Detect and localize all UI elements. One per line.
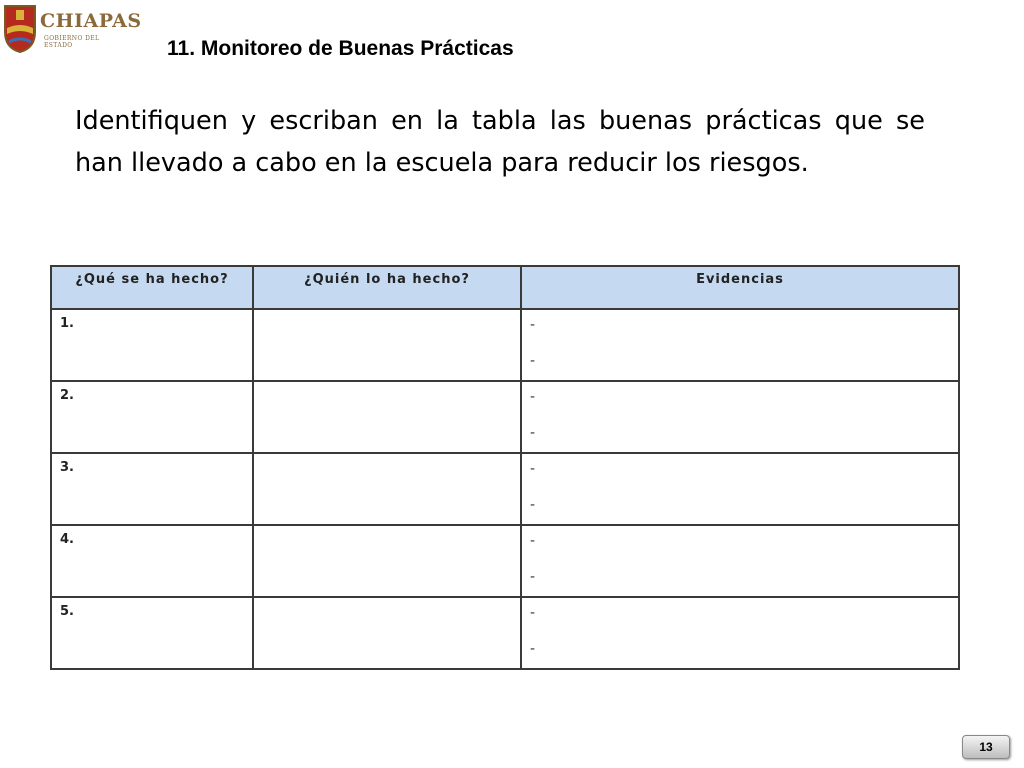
table-header-row — [51, 266, 959, 309]
evidence-bullet: - — [530, 605, 536, 621]
row-number: 1. — [60, 316, 74, 331]
evidence-cell[interactable] — [521, 309, 959, 381]
who-did-cell[interactable] — [253, 309, 521, 381]
table-row — [51, 597, 959, 669]
coat-of-arms-icon — [3, 2, 37, 54]
good-practices-table — [50, 265, 960, 670]
evidence-bullet: - — [530, 569, 536, 585]
page-number-badge: 13 — [962, 735, 1010, 759]
header-what-done: ¿Qué se ha hecho? — [51, 266, 253, 309]
row-number: 4. — [60, 532, 74, 547]
table-row — [51, 453, 959, 525]
evidence-bullet: - — [530, 533, 536, 549]
evidence-cell[interactable] — [521, 525, 959, 597]
who-did-cell[interactable] — [253, 597, 521, 669]
evidence-bullet: - — [530, 641, 536, 657]
header-evidence: Evidencias — [521, 266, 959, 309]
what-done-cell[interactable] — [51, 525, 253, 597]
logo-brand-text: CHIAPAS — [40, 10, 142, 32]
table-row — [51, 525, 959, 597]
evidence-cell[interactable] — [521, 381, 959, 453]
evidence-bullet: - — [530, 425, 536, 441]
evidence-cell[interactable] — [521, 597, 959, 669]
what-done-cell[interactable] — [51, 453, 253, 525]
row-number: 5. — [60, 604, 74, 619]
chiapas-logo — [0, 0, 142, 56]
who-did-cell[interactable] — [253, 381, 521, 453]
slide-title: 11. Monitoreo de Buenas Prácticas — [167, 37, 514, 60]
header-who-did: ¿Quién lo ha hecho? — [253, 266, 521, 309]
row-number: 2. — [60, 388, 74, 403]
table-row — [51, 381, 959, 453]
evidence-bullet: - — [530, 317, 536, 333]
evidence-bullet: - — [530, 461, 536, 477]
logo-subtitle: GOBIERNO DEL ESTADO — [44, 35, 100, 49]
what-done-cell[interactable] — [51, 381, 253, 453]
what-done-cell[interactable] — [51, 309, 253, 381]
evidence-bullet: - — [530, 353, 536, 369]
evidence-cell[interactable] — [521, 453, 959, 525]
instruction-text: Identifiquen y escriban en la tabla las buenas prácticas que se han llevado a cabo en la escuela para reducir los riesgos. — [75, 106, 925, 178]
table-row — [51, 309, 959, 381]
what-done-cell[interactable] — [51, 597, 253, 669]
who-did-cell[interactable] — [253, 453, 521, 525]
evidence-bullet: - — [530, 497, 536, 513]
evidence-bullet: - — [530, 389, 536, 405]
row-number: 3. — [60, 460, 74, 475]
who-did-cell[interactable] — [253, 525, 521, 597]
